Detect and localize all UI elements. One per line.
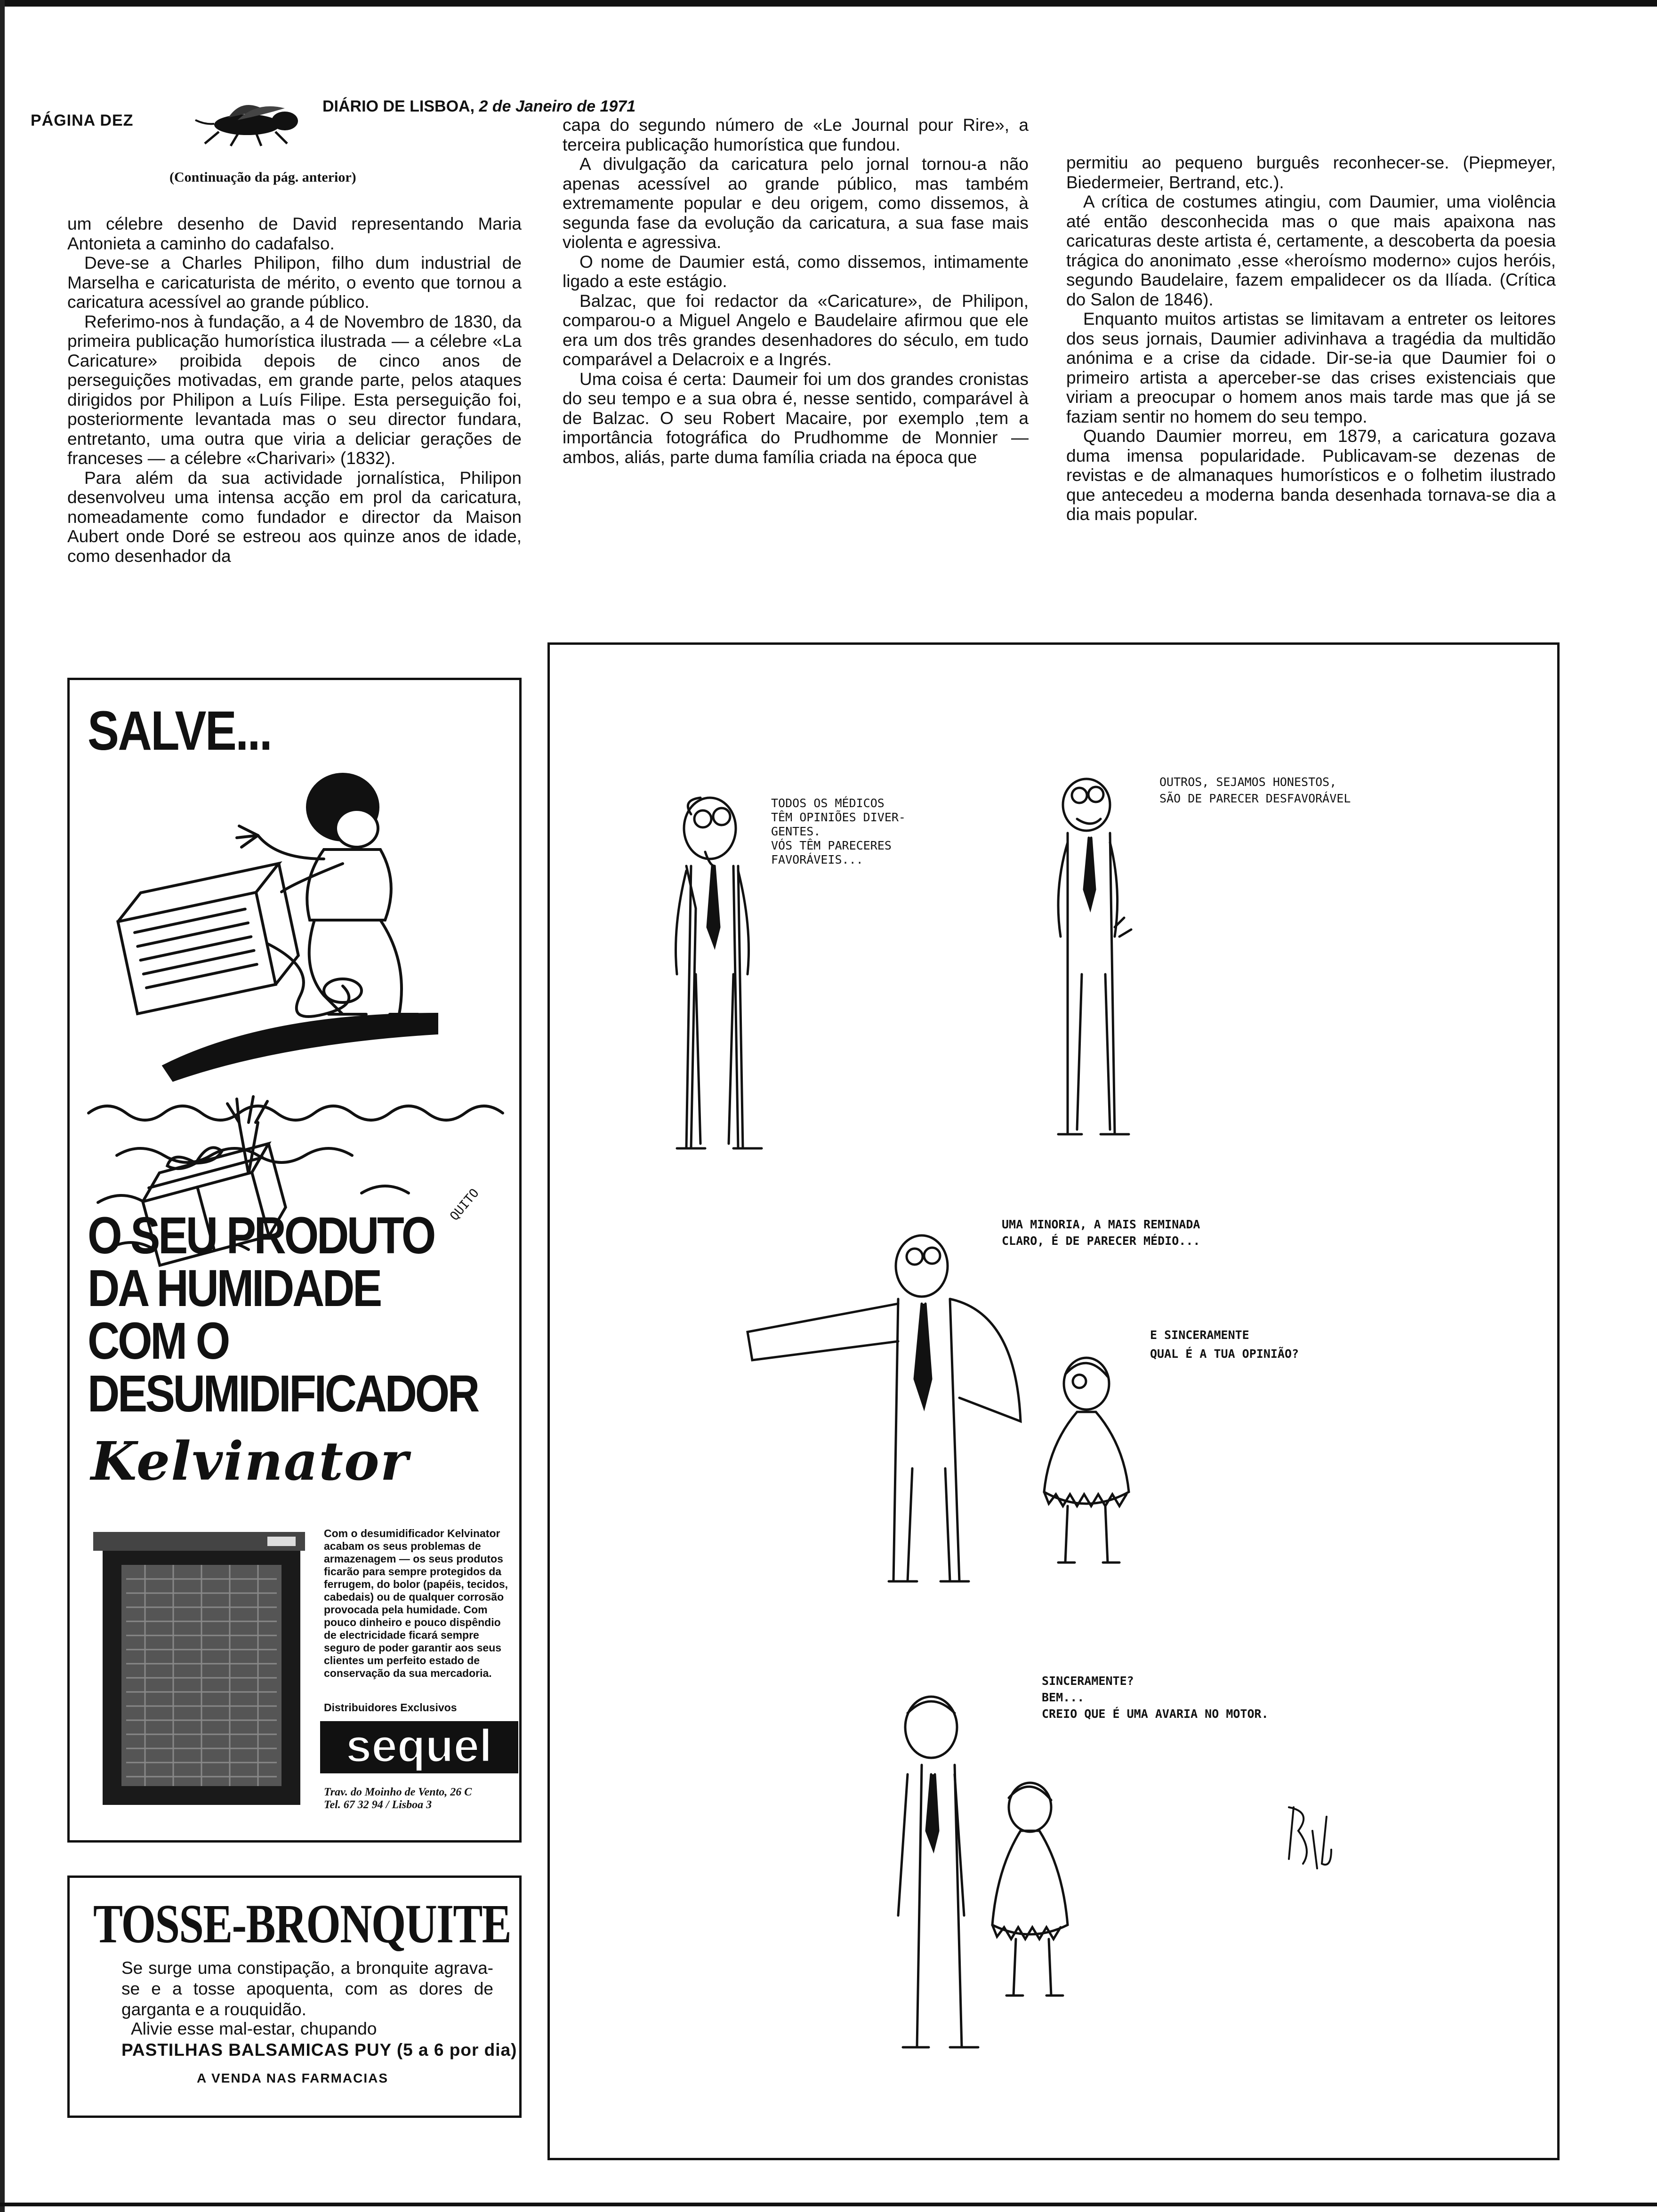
caption-line: OUTROS, SEJAMOS HONESTOS, xyxy=(1159,775,1337,789)
caption-line: GENTES. xyxy=(771,825,821,838)
masthead-name: DIÁRIO DE LISBOA, xyxy=(322,97,475,115)
paragraph: permitiu ao pequeno burguês reconhecer-se. (Piepmeyer, Biedermeier, Bertrand, etc.). xyxy=(1066,153,1556,192)
paragraph: Enquanto muitos artistas se limitavam a entreter os leitores dos seus jornais, Daumier adivinhava a tragédia da multidão anónima e a crise da cidade. Dir-se-ia que Daumier foi o primeiro artista a aperceber-se das crises existenciais que viriam a preocupar o homem anos mais tarde mas que já se faziam sentir no homem do seu tempo. xyxy=(1066,309,1556,426)
left-page-edge xyxy=(0,0,5,2212)
panel3-reply xyxy=(1150,1328,1299,1361)
masthead xyxy=(322,97,635,116)
headline-line: COM O xyxy=(88,1312,229,1370)
paragraph: Para além da sua actividade jornalística, Philipon desenvolveu uma intensa acção em prol da caricatura, nomeadamente como fundador e director da Maison Aubert onde Doré se estreou aos quinze anos de idade, como desenhador da xyxy=(67,468,522,566)
article-column-2 xyxy=(563,115,1029,467)
woman-figure-2 xyxy=(992,1783,1068,1996)
continuation-note: (Continuação da pág. anterior) xyxy=(169,169,356,185)
paragraph: Uma coisa é certa: Daumeir foi um dos grandes cronistas do seu tempo e a sua obra é, nesse sentido, comparável à de Balzac. O seu Robert Macaire, por exemplo ,tem a importância fotográfica do Prudhomme de Monnier — ambos, aliás, parte duma família criada na época que xyxy=(563,369,1029,467)
caption-line: BEM... xyxy=(1042,1691,1085,1704)
paragraph: Referimo-nos à fundação, a 4 de Novembro de 1830, da primeira publicação humorística ilustrada — a célebre «La Caricature» proibida depois de cinco anos de perseguições motivadas, em grande parte, pelos ataques dirigidos por Philipon a Luís Filipe. Esta perseguição foi, posteriormente levantada mas o seu director fundara, entretanto, uma outra que viria a deliciar gerações de franceses — a célebre «Charivari» (1832). xyxy=(67,312,522,468)
bottom-rule xyxy=(0,2203,1657,2206)
caption-line: CLARO, É DE PARECER MÉDIO... xyxy=(1002,1234,1200,1248)
kelvinator-advertisement xyxy=(67,678,522,1843)
address-line: Trav. do Moinho de Vento, 26 C xyxy=(324,1786,472,1798)
ad-relief-line: Alivie esse mal-estar, chupando xyxy=(131,2019,377,2038)
caption-line: UMA MINORIA, A MAIS REMINADA xyxy=(1002,1218,1200,1231)
sequel-logo xyxy=(319,1720,519,1774)
masthead-date: 2 de Janeiro de 1971 xyxy=(479,97,636,115)
paragraph: Deve-se a Charles Philipon, filho dum industrial de Marselha e caricaturista de mérito, o evento que tornou a caricatura acessível ao grande público. xyxy=(67,253,522,312)
caption-line: TÊM OPINIÕES DIVER- xyxy=(771,810,906,824)
cartoon-drawing xyxy=(550,645,1557,2158)
brand-logo: Kelvinator xyxy=(91,1431,409,1492)
tosse-bronquite-advertisement xyxy=(67,1875,522,2118)
cartoon-panel xyxy=(547,642,1560,2160)
doctor-figure-1 xyxy=(676,798,762,1148)
headline-line: O SEU PRODUTO xyxy=(88,1207,434,1265)
ad-headline xyxy=(88,1207,478,1423)
panel3-caption xyxy=(1002,1218,1200,1248)
paragraph: Quando Daumier morreu, em 1879, a caricatura gozava duma imensa popularidade. Publicavam-se dezenas de revistas e de almanaques humorísticos e o folhetim ilustrado que antecedeu a moderna banda desenhada tornava-se dia a dia mais popular. xyxy=(1066,426,1556,524)
doctor-figure-2 xyxy=(1058,779,1131,1134)
ad-title: TOSSE-BRONQUITE xyxy=(93,1893,511,1955)
caption-line: FAVORÁVEIS... xyxy=(771,853,863,866)
ad-body-text: Se surge uma constipação, a bronquite agrava-se e a tosse apoquenta, com as dores de garganta e a rouquidão. xyxy=(121,1958,493,2019)
woman-figure-1 xyxy=(1044,1358,1129,1563)
doctor-figure-3 xyxy=(748,1235,1021,1581)
paragraph: O nome de Daumier está, como dissemos, intimamente ligado a este estágio. xyxy=(563,252,1029,291)
dehumidifier-image xyxy=(88,1523,319,1814)
ad-body-text: Com o desumidificador Kelvinator acabam os seus problemas de armazenagem — os seus produtos ficarão para sempre protegidos da ferrugem, do bolor (papéis, tecidos, cabedais) ou de qualquer corrosão provocada pela humidade. Com pouco dinheiro e pouco dispêndio de electricidade ficará sempre seguro de poder garantir aos seus clientes um perfeito estado de conservação da sua mercadoria. xyxy=(324,1527,508,1679)
article-column-3 xyxy=(1066,153,1556,524)
phone-line: Tel. 67 32 94 / Lisboa 3 xyxy=(324,1799,432,1811)
headline-line: DESUMIDIFICADOR xyxy=(88,1365,478,1423)
distributor-address xyxy=(324,1786,472,1811)
paragraph: Balzac, que foi redactor da «Caricature», de Philipon, comparou-o a Miguel Angelo e Baudelaire afirmou que ele era um dos três grandes desenhadores do século, em tudo comparável a Delacroix e a Ingrés. xyxy=(563,291,1029,369)
doctor-figure-4 xyxy=(898,1697,978,2047)
page-label: PÁGINA DEZ xyxy=(31,112,134,129)
caption-line: CREIO QUE É UMA AVARIA NO MOTOR. xyxy=(1042,1707,1269,1721)
caption-line: QUAL É A TUA OPINIÃO? xyxy=(1150,1347,1299,1361)
top-rule xyxy=(0,0,1657,7)
illustrator-signature: QUITO xyxy=(447,1186,482,1224)
caption-line: SINCERAMENTE? xyxy=(1042,1674,1134,1688)
availability-note: A VENDA NAS FARMACIAS xyxy=(197,2071,389,2085)
paragraph: A divulgação da caricatura pelo jornal tornou-a não apenas acessível ao grande público, mas também extremamente popular e deu origem, como dissemos, à segunda fase da evolução da caricatura, a sua fase mais violenta e agressiva. xyxy=(563,154,1029,252)
headline-line: DA HUMIDADE xyxy=(88,1259,380,1317)
paragraph: um célebre desenho de David representando Maria Antonieta a caminho do cadafalso. xyxy=(67,214,522,253)
caption-line: VÓS TÊM PARECERES xyxy=(771,839,892,852)
paragraph: A crítica de costumes atingiu, com Daumier, uma violência até então desconhecida mas o que mais apaixona nas caricaturas deste artista é, certamente, a descoberta da poesia trágica do anonimato ,esse «heroísmo moderno» cujos heróis, segundo Baudelaire, fazem empalidecer os da Ilíada. (Crítica do Salon de 1846). xyxy=(1066,192,1556,309)
product-name: PASTILHAS BALSAMICAS PUY (5 a 6 por dia) xyxy=(121,2040,517,2060)
ad-salve-heading: SALVE... xyxy=(88,700,272,762)
artist-signature xyxy=(1289,1807,1331,1868)
panel4-caption xyxy=(1042,1674,1269,1721)
distributors-label: Distribuidores Exclusivos xyxy=(324,1701,457,1714)
sequel-wordmark: sequel xyxy=(346,1720,492,1771)
paragraph: capa do segundo número de «Le Journal pour Rire», a terceira publicação humorística que fundou. xyxy=(563,115,1029,154)
caption-line: TODOS OS MÉDICOS xyxy=(771,796,885,810)
panel1-caption xyxy=(771,796,906,866)
caption-line: SÃO DE PARECER DESFAVORÁVEL xyxy=(1159,792,1351,805)
panel2-caption xyxy=(1159,775,1351,805)
fly-logo-icon xyxy=(186,92,322,148)
caption-line: E SINCERAMENTE xyxy=(1150,1328,1249,1342)
article-column-1 xyxy=(67,214,522,566)
